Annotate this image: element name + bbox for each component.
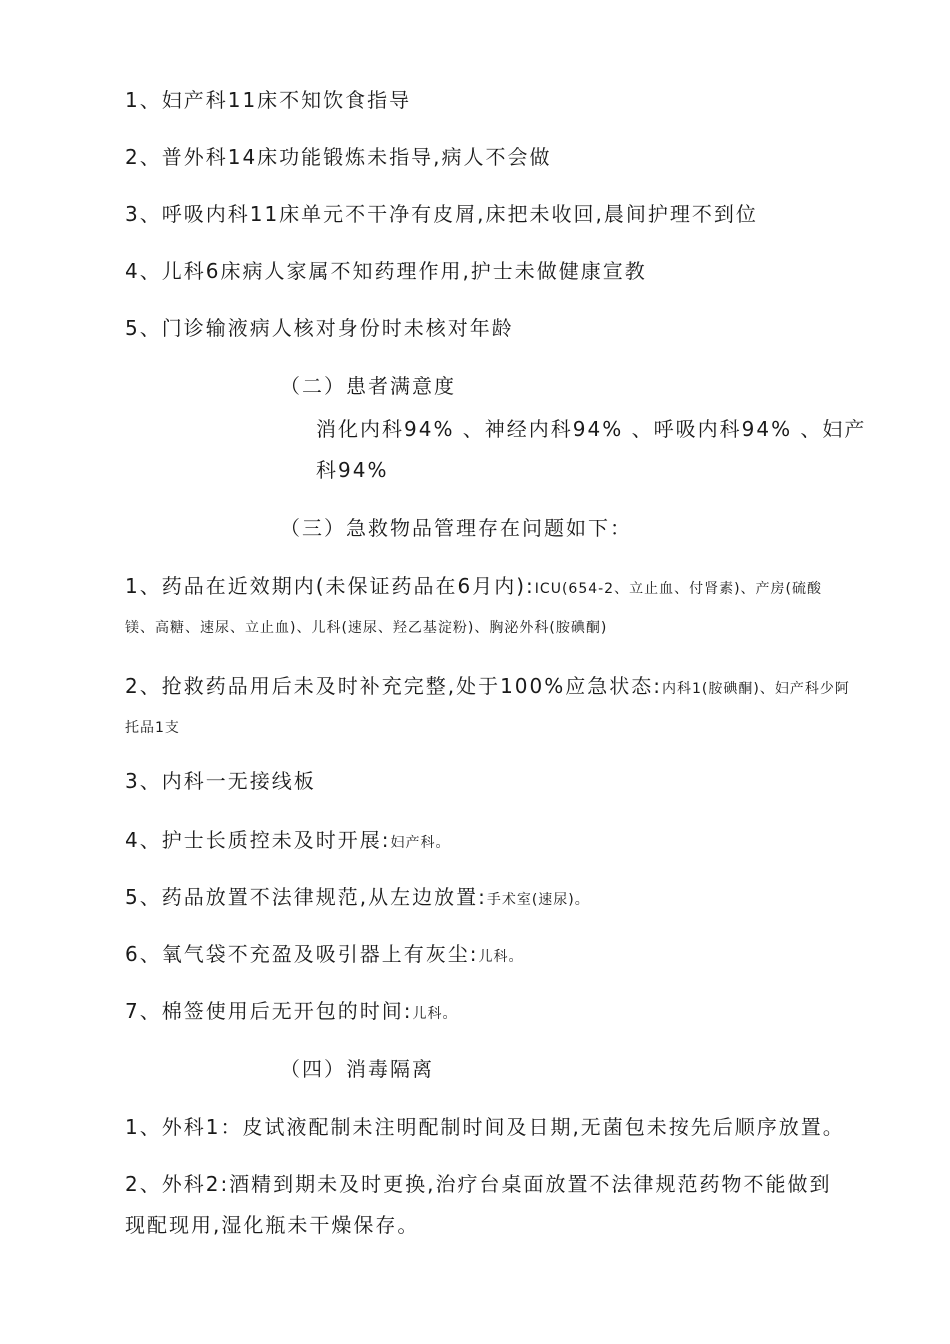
section1-item-5: 5、门诊输液病人核对身份时未核对年龄	[125, 316, 514, 340]
item-detail-text: 内科1(胺碘酮)、妇产科少阿	[662, 681, 850, 697]
section2-heading: （二）患者满意度	[280, 374, 456, 398]
item-detail-text: 手术室(速尿)。	[486, 892, 590, 908]
section3-item-7	[125, 997, 457, 1028]
section4-item-2-continuation: 现配现用,湿化瓶未干燥保存。	[125, 1213, 420, 1237]
section3-item-3	[125, 767, 316, 795]
section1-item-3: 3、呼吸内科11床单元不干净有皮屑,床把未收回,晨间护理不到位	[125, 202, 758, 226]
item-main-text: 3、内科一无接线板	[125, 769, 316, 793]
satisfaction-line-1: 消化内科94% 、神经内科94% 、呼吸内科94% 、妇产	[316, 417, 867, 441]
section3-item-4	[125, 826, 450, 857]
item-main-text: 7、棉签使用后无开包的时间:	[125, 999, 413, 1023]
item-main-text: 2、抢救药品用后未及时补充完整,处于100%应急状态:	[125, 674, 662, 698]
section3-heading: （三）急救物品管理存在问题如下：	[280, 516, 632, 540]
satisfaction-line-2: 科94%	[316, 458, 389, 482]
item-main-text: 6、氧气袋不充盈及吸引器上有灰尘:	[125, 942, 479, 966]
section3-item-5	[125, 883, 590, 914]
section3-item-6	[125, 940, 523, 971]
item-detail-text: 儿科。	[478, 949, 524, 965]
section3-item-2-continuation: 托品1支	[125, 720, 180, 736]
section4-heading: （四）消毒隔离	[280, 1057, 434, 1081]
section4-item-1: 1、外科1：皮试液配制未注明配制时间及日期,无菌包未按先后顺序放置。	[125, 1115, 845, 1139]
item-main-text: 4、护士长质控未及时开展:	[125, 828, 391, 852]
section3-item-2	[125, 672, 850, 703]
item-detail-text: 妇产科。	[390, 835, 451, 851]
item-main-text: 5、药品放置不法律规范,从左边放置:	[125, 885, 487, 909]
section3-item-1-continuation: 镁、高糖、速尿、立止血)、儿科(速尿、羟乙基淀粉)、胸泌外科(胺碘酮)	[125, 620, 608, 636]
section3-item-1	[125, 572, 822, 603]
section4-item-2: 2、外科2:酒精到期未及时更换,治疗台桌面放置不法律规范药物不能做到	[125, 1172, 832, 1196]
item-detail-text: 儿科。	[412, 1006, 458, 1022]
item-main-text: 1、药品在近效期内(未保证药品在6月内):	[125, 574, 535, 598]
section1-item-2: 2、普外科14床功能锻炼未指导,病人不会做	[125, 145, 552, 169]
section1-item-1: 1、妇产科11床不知饮食指导	[125, 88, 412, 112]
item-detail-text: ICU(654-2、立止血、付肾素)、产房(硫酸	[534, 581, 823, 597]
section1-item-4: 4、儿科6床病人家属不知药理作用,护士未做健康宣教	[125, 259, 647, 283]
